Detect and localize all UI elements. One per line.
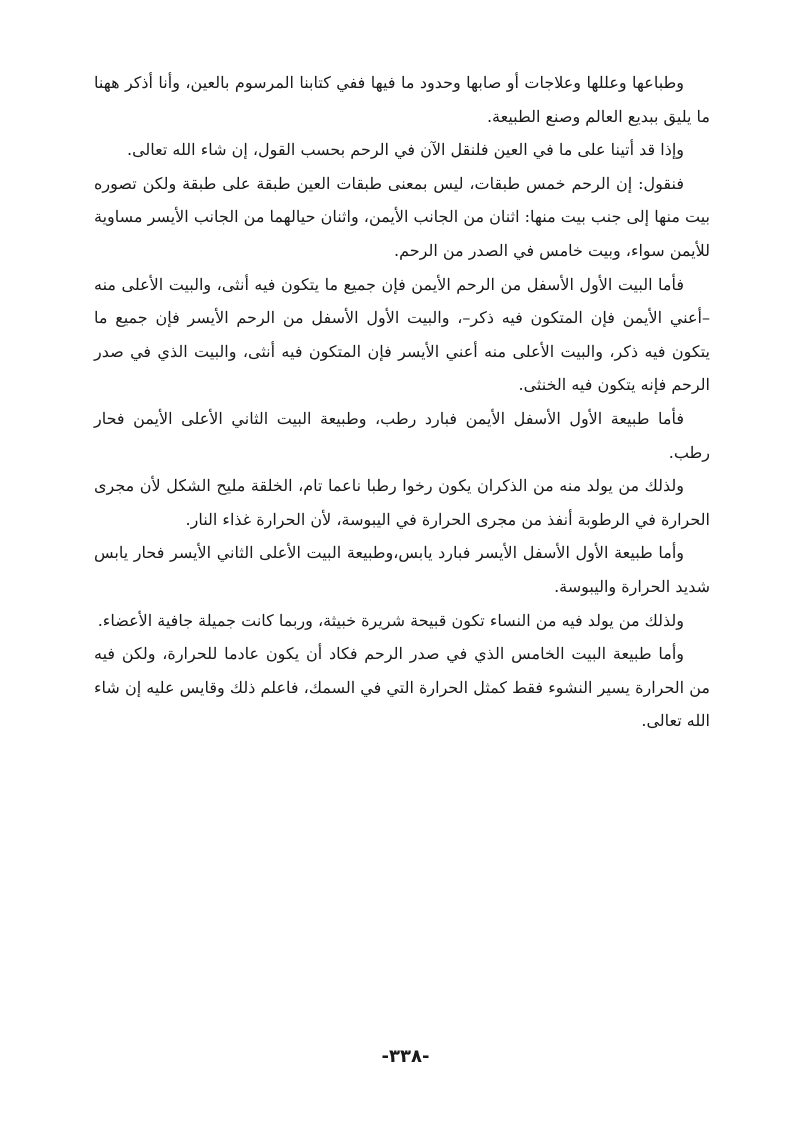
paragraph-9: وأما طبيعة البيت الخامس الذي في صدر الرحم فكاد أن يكون عادما للحرارة، ولكن فيه من الحرارة يسير النشوء فقط كمثل الحرارة التي في السمك، فاعلم ذلك وقايس عليه إن شاء الله تعالى. (94, 644, 710, 731)
body-text (94, 66, 710, 738)
page-number: -٣٣٨- (381, 1046, 430, 1067)
paragraph-6: ولذلك من يولد منه من الذكران يكون رخوا رطبا ناعما تام، الخلقة مليح الشكل لأن مجرى الحرارة في الرطوبة أنفذ من مجرى الحرارة في اليبوسة، لأن الحرارة غذاء النار. (94, 476, 710, 529)
paragraph-1: وطباعها وعللها وعلاجات أو صابها وحدود ما فيها ففي كتابنا المرسوم بالعين، وأنا أذكر ههنا ما يليق ببديع العالم وصنع الطبيعة. (94, 73, 710, 126)
paragraph-2: وإذا قد أتينا على ما في العين فلنقل الآن في الرحم بحسب القول، إن شاء الله تعالى. (127, 140, 684, 160)
paragraph-3: فنقول: إن الرحم خمس طبقات، ليس بمعنى طبقات العين طبقة على طبقة ولكن تصوره بيت منها إلى جنب بيت منها: اثنان من الجانب الأيمن، واثنان حيالهما من الجانب الأيسر مساوية للأيمن سواء، وبيت خامس في الصدر من الرحم. (94, 173, 710, 260)
paragraph-7: وأما طبيعة الأول الأسفل الأيسر فبارد يابس،وطبيعة البيت الأعلى الثاني الأيسر فحار يابس شديد الحرارة واليبوسة. (94, 543, 710, 596)
paragraph-8: ولذلك من يولد فيه من النساء تكون قبيحة شريرة خبيثة، وربما كانت جميلة جافية الأعضاء. (97, 610, 684, 630)
paragraph-4: فأما البيت الأول الأسفل من الرحم الأيمن فإن جميع ما يتكون فيه أنثى، والبيت الأعلى منه –أعني الأيمن فإن المتكون فيه ذكر–، والبيت الأول الأسفل من الرحم الأيسر فإن جميع ما يتكون فيه ذكر، والبيت الأعلى منه أعني الأيسر فإن المتكون فيه أنثى، والبيت الذي في صدر الرحم فإنه يتكون فيه الخنثى. (94, 274, 710, 395)
paragraph-5: فأما طبيعة الأول الأسفل الأيمن فبارد رطب، وطبيعة البيت الثاني الأعلى الأيمن فحار رطب. (94, 408, 710, 462)
